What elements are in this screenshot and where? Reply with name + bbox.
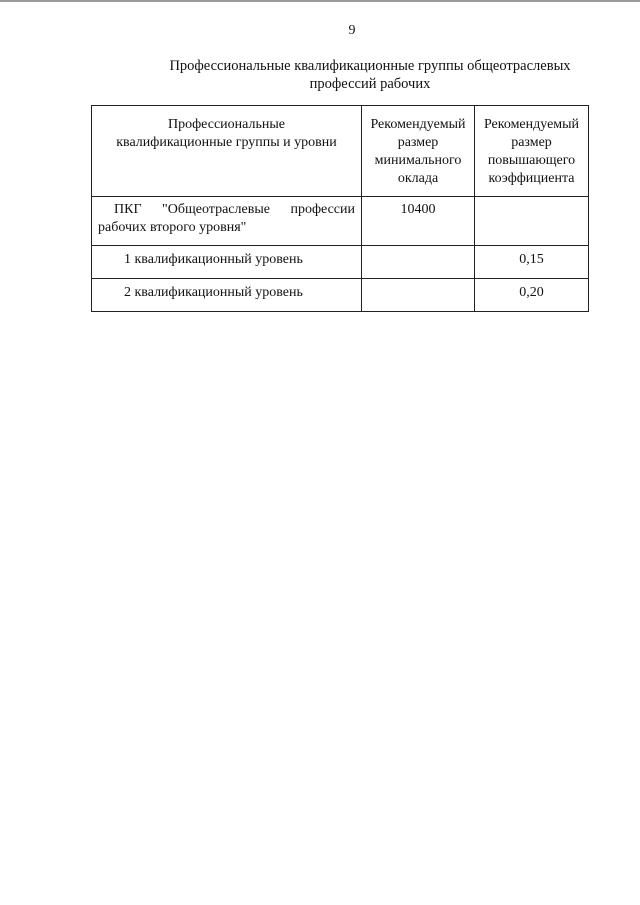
page-number: 9	[348, 23, 356, 38]
header-min-salary: Рекомендуемый размер минимального оклада	[362, 106, 475, 197]
row-label: 2 квалификационный уровень	[92, 279, 362, 312]
row-salary: 10400	[362, 197, 475, 246]
table-row	[92, 246, 589, 279]
row-salary	[362, 279, 475, 312]
row-label: ПКГ "Общеотраслевые профессии рабочих второго уровня"	[92, 197, 362, 246]
row-label: 1 квалификационный уровень	[92, 246, 362, 279]
table-header-row	[92, 106, 589, 197]
row-coefficient	[475, 197, 589, 246]
document-title-line-2: профессий рабочих	[309, 76, 431, 92]
header-qualification-groups: Профессиональные квалификационные группы и уровни	[92, 106, 362, 197]
row-coefficient: 0,20	[475, 279, 589, 312]
qualification-groups-table	[91, 105, 589, 312]
table-row	[92, 197, 589, 246]
table-row	[92, 279, 589, 312]
row-coefficient: 0,15	[475, 246, 589, 279]
row-salary	[362, 246, 475, 279]
top-scan-edge	[0, 0, 640, 2]
header-increase-coefficient: Рекомендуемый размер повышающего коэффициента	[475, 106, 589, 197]
document-title	[130, 57, 610, 93]
document-title-line-1: Профессиональные квалификационные группы общеотраслевых	[169, 58, 571, 74]
